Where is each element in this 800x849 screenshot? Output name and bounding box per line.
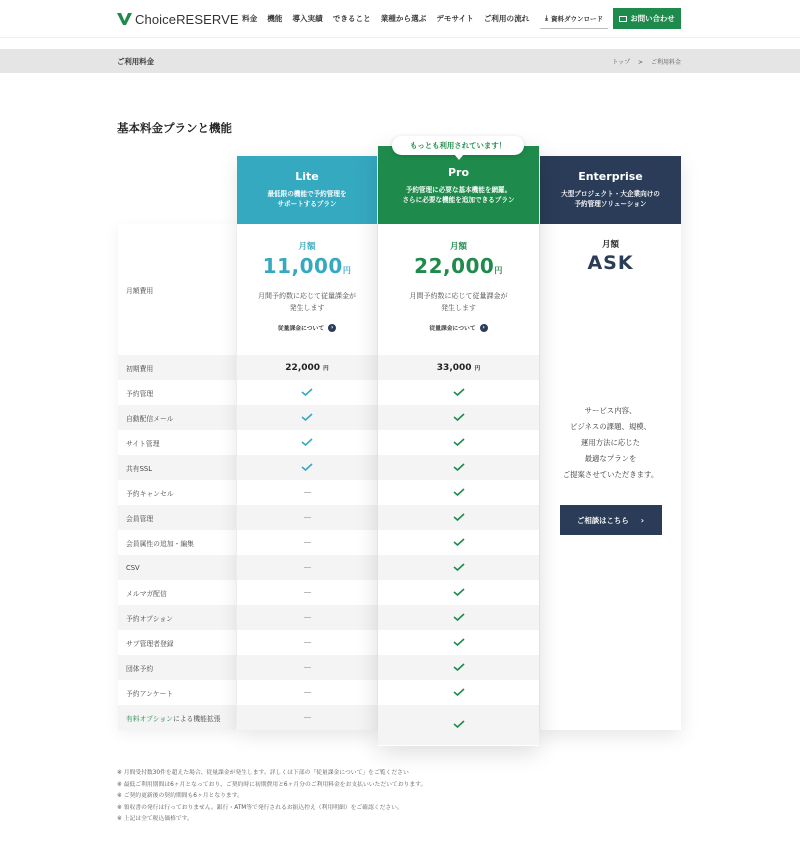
breadcrumb — [606, 57, 681, 66]
check-icon — [453, 413, 465, 423]
nav-item-capabilities[interactable]: できること — [332, 14, 371, 23]
feature-cell-pro — [378, 655, 539, 680]
row-label-feature: CSV — [118, 555, 236, 580]
plan-desc-enterprise-1: 大型プロジェクト・大企業向けの — [561, 190, 660, 198]
dash-icon — [304, 667, 311, 668]
check-icon — [301, 463, 313, 473]
feature-cell-lite — [237, 680, 377, 705]
row-label-initial: 初期費用 — [118, 355, 236, 380]
feature-cell-pro — [378, 555, 539, 580]
feature-cell-lite — [237, 530, 377, 555]
row-label-paid-options — [118, 705, 236, 730]
download-icon: ⤓ — [544, 14, 549, 22]
page-title-bar — [0, 49, 800, 73]
check-icon — [301, 413, 313, 423]
initial-fee-lite — [237, 355, 377, 380]
feature-cell-lite — [237, 430, 377, 455]
check-icon — [453, 488, 465, 498]
initial-yen-lite: 円 — [323, 365, 329, 372]
chevron-right-icon: › — [640, 515, 645, 525]
check-icon — [453, 388, 465, 398]
row-label-feature: 予約キャンセル — [126, 489, 174, 498]
nav-item-cases[interactable]: 導入実績 — [292, 14, 323, 23]
enterprise-text-line: ご提案させていただきます。 — [562, 470, 659, 479]
dash-icon — [304, 567, 311, 568]
nav-item-flow[interactable]: ご利用の流れ — [483, 14, 530, 23]
check-icon — [301, 438, 313, 448]
row-label-feature: 自動配信メール — [118, 405, 236, 430]
usage-link-pro[interactable] — [378, 323, 539, 332]
feature-cell-lite — [237, 605, 377, 630]
feature-cell-lite — [237, 580, 377, 605]
row-labels-column — [118, 224, 236, 730]
row-label-feature: 予約アンケート — [126, 689, 174, 698]
paid-options-link[interactable]: 有料オプション — [126, 714, 173, 723]
enterprise-body — [540, 224, 681, 535]
check-icon — [453, 563, 465, 573]
price-yen-pro: 円 — [494, 266, 503, 275]
row-label-feature: 会員管理 — [118, 505, 236, 530]
plan-header-enterprise — [540, 156, 681, 224]
breadcrumb-current: ご利用料金 — [650, 59, 681, 66]
check-icon — [453, 613, 465, 623]
usage-link-label-lite: 従量課金について — [277, 326, 325, 332]
consult-button-label: ご相談はこちら — [576, 515, 629, 525]
row-label-feature: 予約オプション — [118, 605, 236, 630]
contact-label: お問い合わせ — [630, 14, 675, 23]
feature-cell-lite — [237, 405, 377, 430]
enterprise-description — [540, 403, 681, 483]
enterprise-text-line: サービス内容、 — [584, 406, 637, 415]
initial-amount-pro: 33,000 — [436, 362, 472, 373]
section-title: 基本料金プランと機能 — [117, 121, 232, 135]
enterprise-text-line: ビジネスの課題、規模、 — [569, 422, 652, 431]
download-label: 資料ダウンロード — [551, 15, 604, 23]
price-yen-lite: 円 — [342, 266, 352, 275]
dash-icon — [304, 592, 311, 593]
row-label-feature: 団体予約 — [118, 655, 236, 680]
feature-cell-pro — [378, 680, 539, 705]
price-note-lite-1: 月間予約数に応じて従量課金が — [258, 292, 356, 300]
price-pro — [378, 254, 539, 278]
download-button[interactable] — [540, 9, 608, 29]
dash-icon — [304, 642, 311, 643]
footnote: ※ ご契約更新後の契約期間も6ヶ月となります。 — [117, 793, 243, 799]
initial-value-lite — [285, 363, 328, 373]
row-label-feature: 予約管理 — [126, 389, 154, 398]
price-note-lite-2: 発生します — [289, 304, 325, 312]
price-block-enterprise — [540, 224, 681, 355]
plan-column-pro — [378, 146, 539, 746]
consult-button[interactable] — [560, 505, 662, 535]
enterprise-text-line: 最適なプランを — [584, 454, 637, 463]
feature-cell-lite — [237, 480, 377, 505]
row-label-feature: サブ管理者登録 — [126, 639, 174, 648]
footnote: ※ 上記は全て税込価格です。 — [117, 816, 193, 822]
plan-header-lite — [237, 156, 377, 224]
feature-cell-pro — [378, 505, 539, 530]
mail-icon — [619, 16, 627, 22]
row-label-feature: サイト管理 — [126, 439, 160, 448]
feature-cell-pro — [378, 630, 539, 655]
price-value-lite: 11,000 — [262, 254, 343, 278]
plan-desc-lite-1: 最低限の機能で予約管理を — [267, 190, 347, 198]
nav-item-pricing[interactable]: 料金 — [242, 14, 258, 23]
logo[interactable] — [117, 10, 239, 28]
paid-options-rest: による機能拡張 — [172, 714, 221, 723]
breadcrumb-separator: > — [638, 59, 644, 66]
row-label-feature: 共有SSL — [118, 455, 236, 480]
usage-link-label-pro: 従量課金について — [429, 326, 476, 332]
feature-cell-lite — [237, 705, 377, 730]
check-icon — [453, 688, 465, 698]
price-note-pro-1: 月間予約数に応じて従量課金が — [409, 292, 508, 300]
dash-icon — [304, 492, 311, 493]
feature-cell-pro — [378, 480, 539, 505]
check-icon — [453, 438, 465, 448]
footnote: ※ 領収書の発行は行っておりません。銀行・ATM等で発行されるお振込控え（利用明細）をご確認ください。 — [117, 804, 403, 811]
footnote: ※ 最低ご利用期間は6ヶ月となっており、ご契約時に初期費用と6ヶ月分のご利用料金をお支払いいただいております。 — [117, 781, 427, 788]
plan-desc-enterprise-2: 予約管理ソリューション — [574, 200, 647, 208]
plan-column-lite — [237, 156, 377, 730]
plan-name-lite: Lite — [295, 170, 319, 183]
price-enterprise: ASK — [587, 252, 634, 274]
price-lite — [237, 254, 377, 278]
feature-cell-lite — [237, 380, 377, 405]
check-icon — [453, 720, 465, 730]
check-icon — [301, 388, 313, 398]
feature-cell-pro — [378, 380, 539, 405]
initial-value-pro — [437, 363, 480, 373]
dash-icon — [304, 517, 311, 518]
price-label-enterprise: 月額 — [601, 240, 619, 250]
feature-cell-lite — [237, 630, 377, 655]
enterprise-text-line: 運用方法に応じた — [580, 438, 641, 447]
contact-button[interactable] — [613, 8, 681, 29]
site-header — [0, 0, 800, 38]
page-title: ご利用料金 — [117, 57, 154, 66]
check-icon — [453, 663, 465, 673]
check-icon — [453, 463, 465, 473]
feature-cell-lite — [237, 655, 377, 680]
chevron-right-icon: › — [328, 324, 336, 332]
feature-cell-pro — [378, 405, 539, 430]
plan-desc-pro-2: さらに必要な機能を追加できるプラン — [402, 196, 515, 204]
price-note-pro-2: 発生します — [441, 304, 476, 312]
plan-name-enterprise: Enterprise — [578, 170, 643, 183]
main-nav — [242, 13, 539, 24]
price-label-lite: 月額 — [298, 242, 316, 252]
price-block-lite — [237, 224, 377, 355]
dash-icon — [304, 617, 311, 618]
feature-cell-lite — [237, 505, 377, 530]
dash-icon — [304, 542, 311, 543]
check-icon — [453, 588, 465, 598]
feature-cell-lite — [237, 455, 377, 480]
feature-cell-pro — [378, 455, 539, 480]
initial-yen-pro: 円 — [474, 365, 481, 372]
logo-text: ChoiceRESERVE — [135, 11, 239, 27]
check-icon — [453, 638, 465, 648]
feature-cell-lite — [237, 555, 377, 580]
price-value-pro: 22,000 — [414, 254, 495, 278]
check-icon — [453, 513, 465, 523]
feature-cell-pro — [378, 430, 539, 455]
plan-desc-lite-2: サポートするプラン — [277, 200, 337, 208]
chevron-right-icon: › — [480, 324, 488, 332]
footnote: ※ 月間受付数30件を超えた場合、従量課金が発生します。詳しくは下部の「従量課金について」をご覧ください — [117, 770, 409, 776]
feature-cell-pro — [378, 580, 539, 605]
feature-cell-pro — [378, 530, 539, 555]
initial-fee-pro — [378, 355, 539, 380]
popular-badge: もっとも利用されています！ — [392, 136, 524, 155]
plan-desc-pro-1: 予約管理に必要な基本機能を網羅。 — [405, 186, 512, 194]
plan-column-enterprise — [540, 156, 681, 730]
nav-item-features[interactable]: 機能 — [267, 14, 283, 23]
nav-item-demo[interactable]: デモサイト — [436, 14, 474, 23]
feature-cell-pro — [378, 705, 539, 745]
feature-cell-pro — [378, 605, 539, 630]
price-block-pro — [378, 224, 539, 355]
dash-icon — [304, 717, 311, 718]
initial-amount-lite: 22,000 — [285, 362, 321, 373]
row-label-feature: メルマガ配信 — [126, 589, 167, 598]
check-icon — [453, 538, 465, 548]
row-label-monthly: 月額費用 — [126, 286, 154, 295]
dash-icon — [304, 692, 311, 693]
row-label-feature: 会員属性の追加・編集 — [126, 539, 194, 548]
plan-name-pro: Pro — [447, 166, 470, 179]
breadcrumb-top[interactable]: トップ — [612, 59, 631, 66]
logo-check-icon — [117, 12, 132, 26]
price-label-pro: 月額 — [449, 242, 467, 252]
usage-link-lite[interactable] — [237, 323, 377, 332]
footnotes — [117, 768, 426, 826]
nav-item-industries[interactable]: 業種から選ぶ — [380, 14, 427, 23]
